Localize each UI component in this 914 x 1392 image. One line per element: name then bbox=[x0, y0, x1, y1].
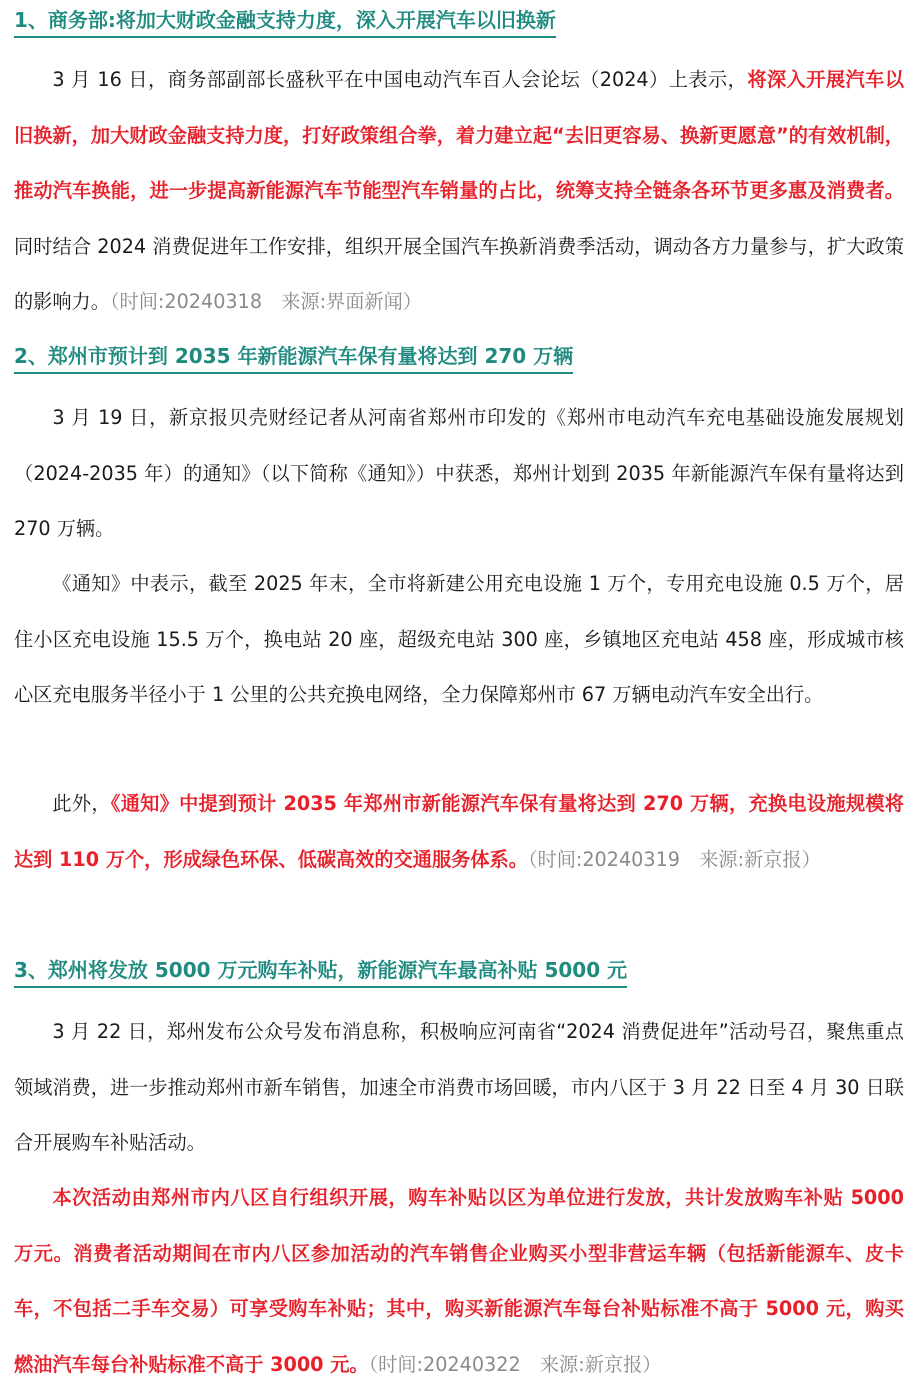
source-note: （时间:20240322 来源:新京报） bbox=[368, 1352, 662, 1376]
normal-text: 同时结合 2024 消费促进年工作安排，组织开展全国汽车换新消费季活动，调动各方力量参与，扩大政策的影响力。 bbox=[14, 234, 904, 313]
section-2-paragraph-1: 3 月 19 日，新京报贝壳财经记者从河南省郑州市印发的《郑州市电动汽车充电基础设施发展规划（2024-2035 年）的通知》（以下简称《通知》）中获悉，郑州计划到 2035 年新能源汽车保有量将达到 270 万辆。 bbox=[14, 406, 904, 540]
source-note: （时间:20240318 来源:界面新闻） bbox=[109, 290, 422, 313]
section-3-title: 3、郑州将发放 5000 万元购车补贴，新能源汽车最高补贴 5000 元 bbox=[14, 956, 627, 988]
highlight-text: 将深入开展汽车以旧换新，加大财政金融支持力度，打好政策组合拳，着力建立起“去旧更容易、换新更愿意”的有效机制，推动汽车换能，进一步提高新能源汽车节能型汽车销量的占比，统筹支持全链条各环节更多惠及消费者。 bbox=[14, 68, 905, 202]
highlight-text: 本次活动由郑州市内八区自行组织开展，购车补贴以区为单位进行发放，共计发放购车补贴 5000 万元。消费者活动期间在市内八区参加活动的汽车销售企业购买小型非营运车辆（包括新能源车、皮卡车，不包括二手车交易）可享受购车补贴；其中，购买新能源汽车每台补贴标准不高于 5000 元，购买燃油汽车每台补贴标准不高于 3000 元。 bbox=[14, 1186, 904, 1376]
section-3-paragraph-2 bbox=[14, 1170, 904, 1392]
source-note: （时间:20240319 来源:新京报） bbox=[527, 847, 821, 871]
section-2-paragraph-2: 《通知》中表示，截至 2025 年末，全市将新建公用充电设施 1 万个，专用充电设施 0.5 万个，居住小区充电设施 15.5 万个，换电站 20 座，超级充电站 300 座，乡镇地区充电站 458 座，形成城市核心区充电服务半径小于 1 公里的公共充换电网络，全力保障郑州市 67 万辆电动汽车安全出行。 bbox=[14, 572, 904, 706]
highlight-text: 《通知》中提到预计 2035 年郑州市新能源汽车保有量将达到 270 万辆，充换电设施规模将达到 110 万个，形成绿色环保、低碳高效的交通服务体系。 bbox=[14, 792, 904, 871]
normal-text: 此外， bbox=[52, 792, 111, 815]
section-1-title: 1、商务部:将加大财政金融支持力度，深入开展汽车以旧换新 bbox=[14, 6, 556, 38]
normal-text: 3 月 16 日，商务部副部长盛秋平在中国电动汽车百人会论坛（2024）上表示， bbox=[52, 68, 748, 91]
section-2-paragraph-3 bbox=[14, 776, 904, 887]
section-1-paragraph-1 bbox=[14, 52, 904, 330]
section-3-paragraph-1: 3 月 22 日，郑州发布公众号发布消息称，积极响应河南省“2024 消费促进年”活动号召，聚焦重点领域消费，进一步推动郑州市新车销售，加速全市消费市场回暖，市内八区于 3 月 22 日至 4 月 30 日联合开展购车补贴活动。 bbox=[14, 1020, 904, 1154]
section-2-title: 2、郑州市预计到 2035 年新能源汽车保有量将达到 270 万辆 bbox=[14, 342, 573, 374]
